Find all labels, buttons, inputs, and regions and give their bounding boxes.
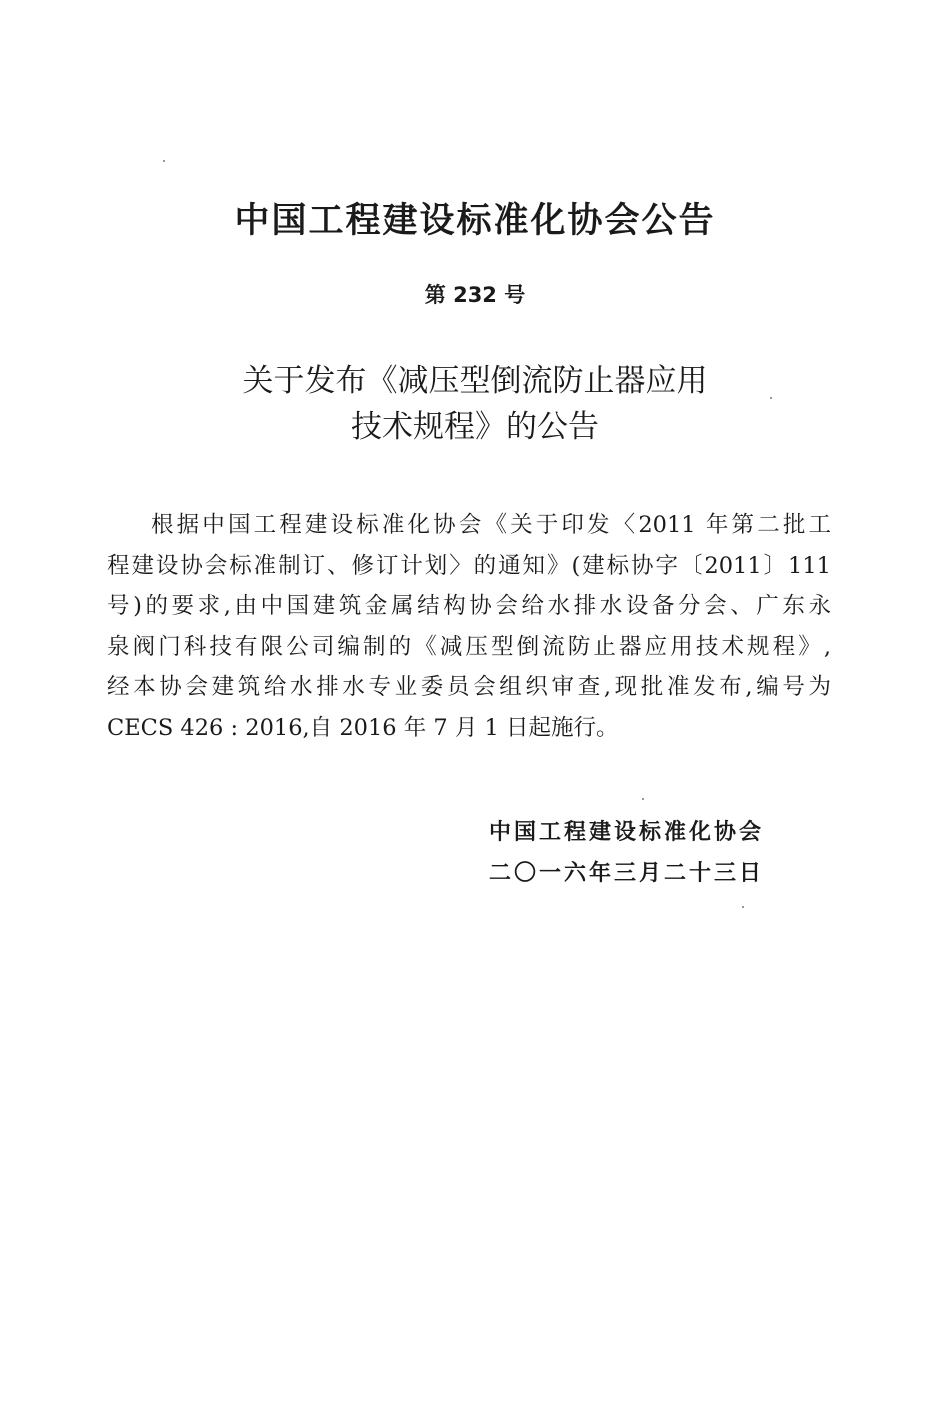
notice-number: 第 232 号 (424, 283, 526, 307)
announcement-header: 中国工程建设标准化协会公告 (234, 201, 716, 241)
body-line-2: 程建设协会标准制订、修订计划〉的通知》(建标协字〔2011〕111 (107, 552, 831, 579)
document-title-line-1: 关于发布《减压型倒流防止器应用 (242, 363, 708, 399)
scan-speck (770, 397, 772, 399)
body-line-4: 泉阀门科技有限公司编制的《减压型倒流防止器应用技术规程》, (107, 633, 831, 660)
signature-date: 二〇一六年三月二十三日 (489, 861, 765, 886)
body-line-6: CECS 426 : 2016,自 2016 年 7 月 1 日起施行。 (107, 714, 619, 741)
scan-speck (742, 906, 744, 908)
body-line-3: 号)的要求,由中国建筑金属结构协会给水排水设备分会、广东永 (107, 593, 831, 620)
document-title-line-2: 技术规程》的公告 (351, 409, 599, 445)
body-line-5: 经本协会建筑给水排水专业委员会组织审查,现批准发布,编号为 (107, 674, 831, 701)
document-title (0, 358, 950, 450)
scan-speck (642, 798, 644, 800)
announcement-body (107, 505, 831, 749)
body-line-1: 根据中国工程建设标准化协会《关于印发〈2011 年第二批工 (151, 512, 831, 538)
scan-speck (163, 160, 165, 162)
signature-organization: 中国工程建设标准化协会 (489, 820, 765, 845)
signature-block (489, 812, 764, 894)
